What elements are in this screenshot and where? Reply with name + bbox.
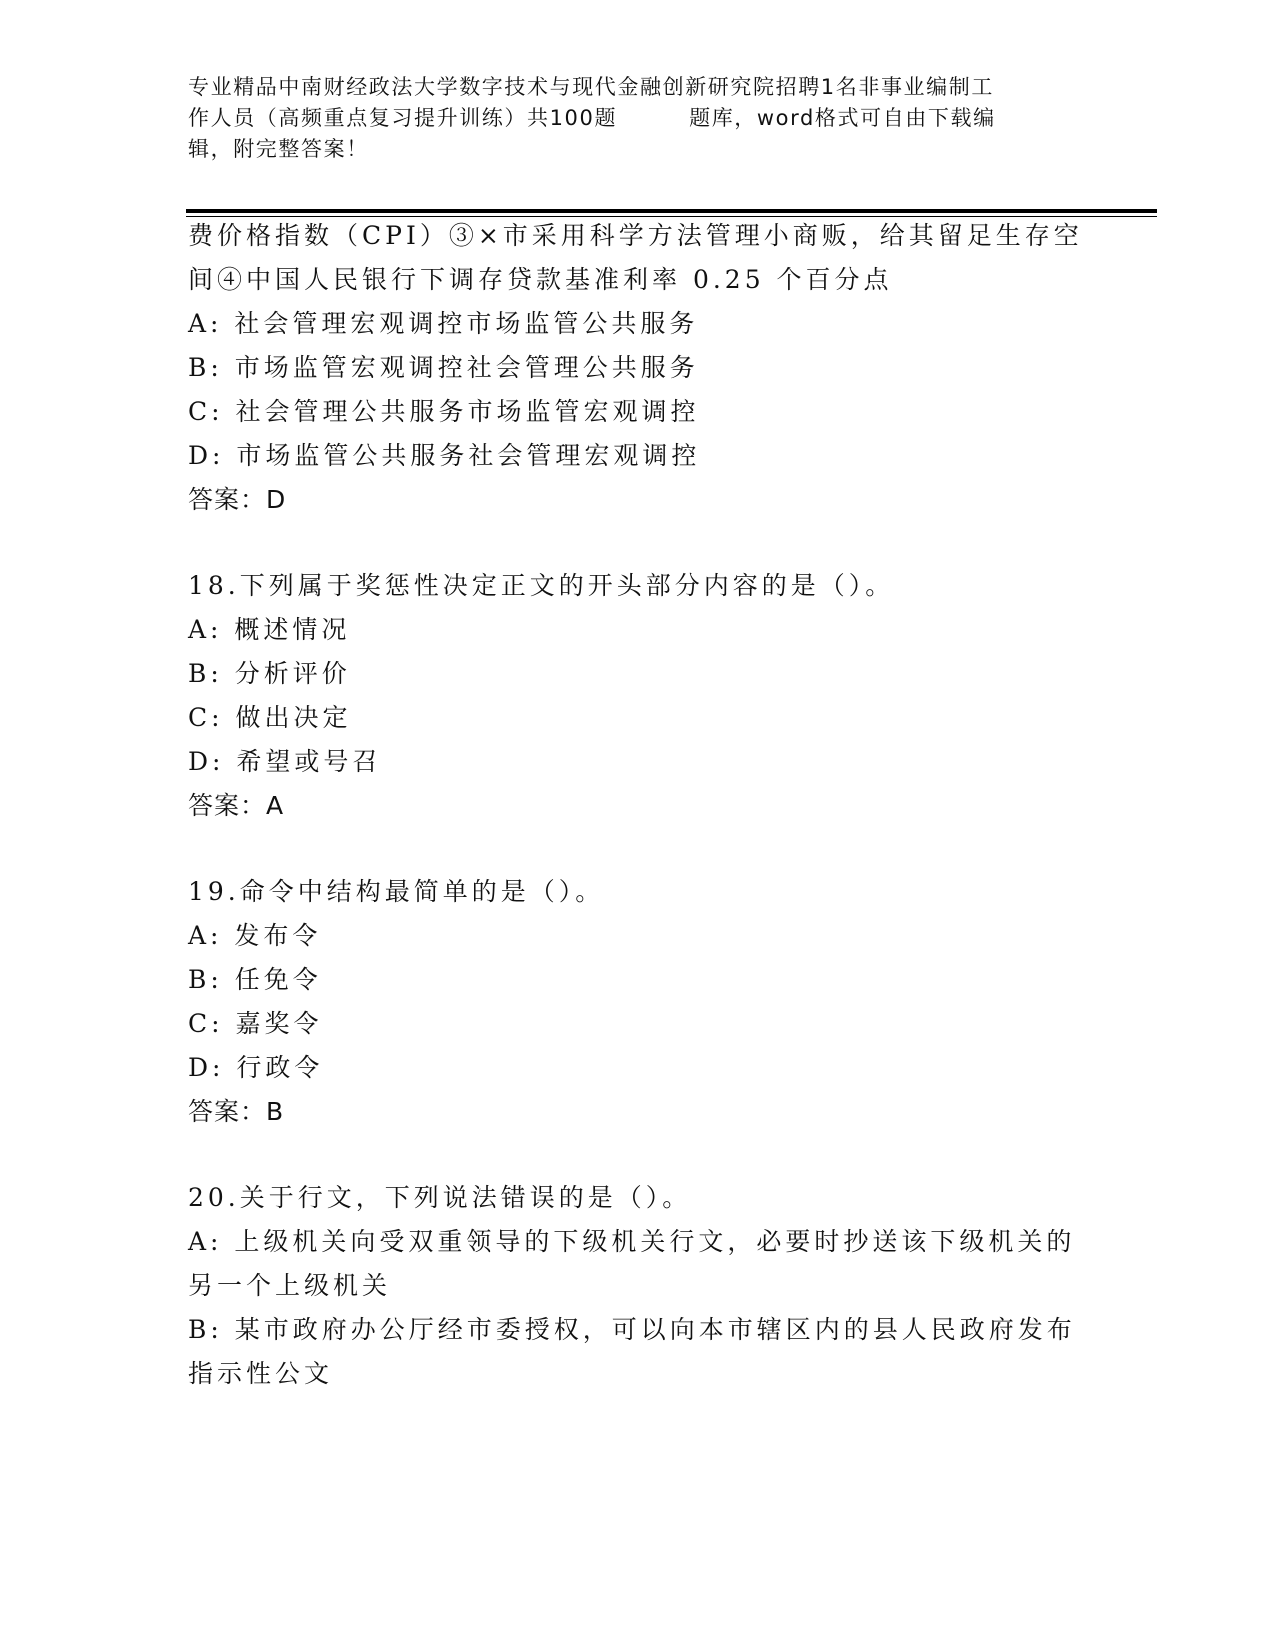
header-line-1: 专业精品中南财经政法大学数字技术与现代金融创新研究院招聘1名非事业编制工 <box>188 75 994 99</box>
answer-text: 答案：A <box>188 791 285 820</box>
option-d: D: 希望或号召 <box>188 747 382 776</box>
question-stem-line: 19.命令中结构最简单的是（）。 <box>188 877 605 906</box>
header-line-2-part-1: 作人员（高频重点复习提升训练）共100题 <box>188 106 618 130</box>
question-stem-line: 间④中国人民银行下调存贷款基准利率 0.25 个百分点 <box>188 265 893 294</box>
header-line-2-part-2: 题库，word格式可自由下载编 <box>689 106 996 130</box>
option-b-continued: 指示性公文 <box>188 1359 334 1388</box>
header-line-2 <box>188 103 996 134</box>
option-c: C: 做出决定 <box>188 703 352 732</box>
option-d: D: 市场监管公共服务社会管理宏观调控 <box>188 441 701 470</box>
option-a: A: 概述情况 <box>188 615 351 644</box>
header-line-3: 辑，附完整答案！ <box>188 137 369 161</box>
answer-text: 答案：B <box>188 1097 285 1126</box>
question-stem-line: 18.下列属于奖惩性决定正文的开头部分内容的是（）。 <box>188 571 895 600</box>
option-b: B: 分析评价 <box>188 659 351 688</box>
option-a: A: 上级机关向受双重领导的下级机关行文，必要时抄送该下级机关的 <box>188 1227 1076 1256</box>
option-b: B: 任免令 <box>188 965 322 994</box>
answer-text: 答案：D <box>188 485 287 514</box>
option-b: B: 某市政府办公厅经市委授权，可以向本市辖区内的县人民政府发布 <box>188 1315 1076 1344</box>
option-a: A: 社会管理宏观调控市场监管公共服务 <box>188 309 699 338</box>
option-d: D: 行政令 <box>188 1053 324 1082</box>
option-c: C: 社会管理公共服务市场监管宏观调控 <box>188 397 700 426</box>
question-stem-line: 费价格指数（CPI）③×市采用科学方法管理小商贩，给其留足生存空 <box>188 221 1083 250</box>
header-divider-thin <box>186 216 1157 217</box>
question-stem-line: 20.关于行文，下列说法错误的是（）。 <box>188 1183 692 1212</box>
option-b: B: 市场监管宏观调控社会管理公共服务 <box>188 353 699 382</box>
option-c: C: 嘉奖令 <box>188 1009 323 1038</box>
option-a-continued: 另一个上级机关 <box>188 1271 392 1300</box>
option-a: A: 发布令 <box>188 921 322 950</box>
header-divider-thick <box>186 209 1157 213</box>
